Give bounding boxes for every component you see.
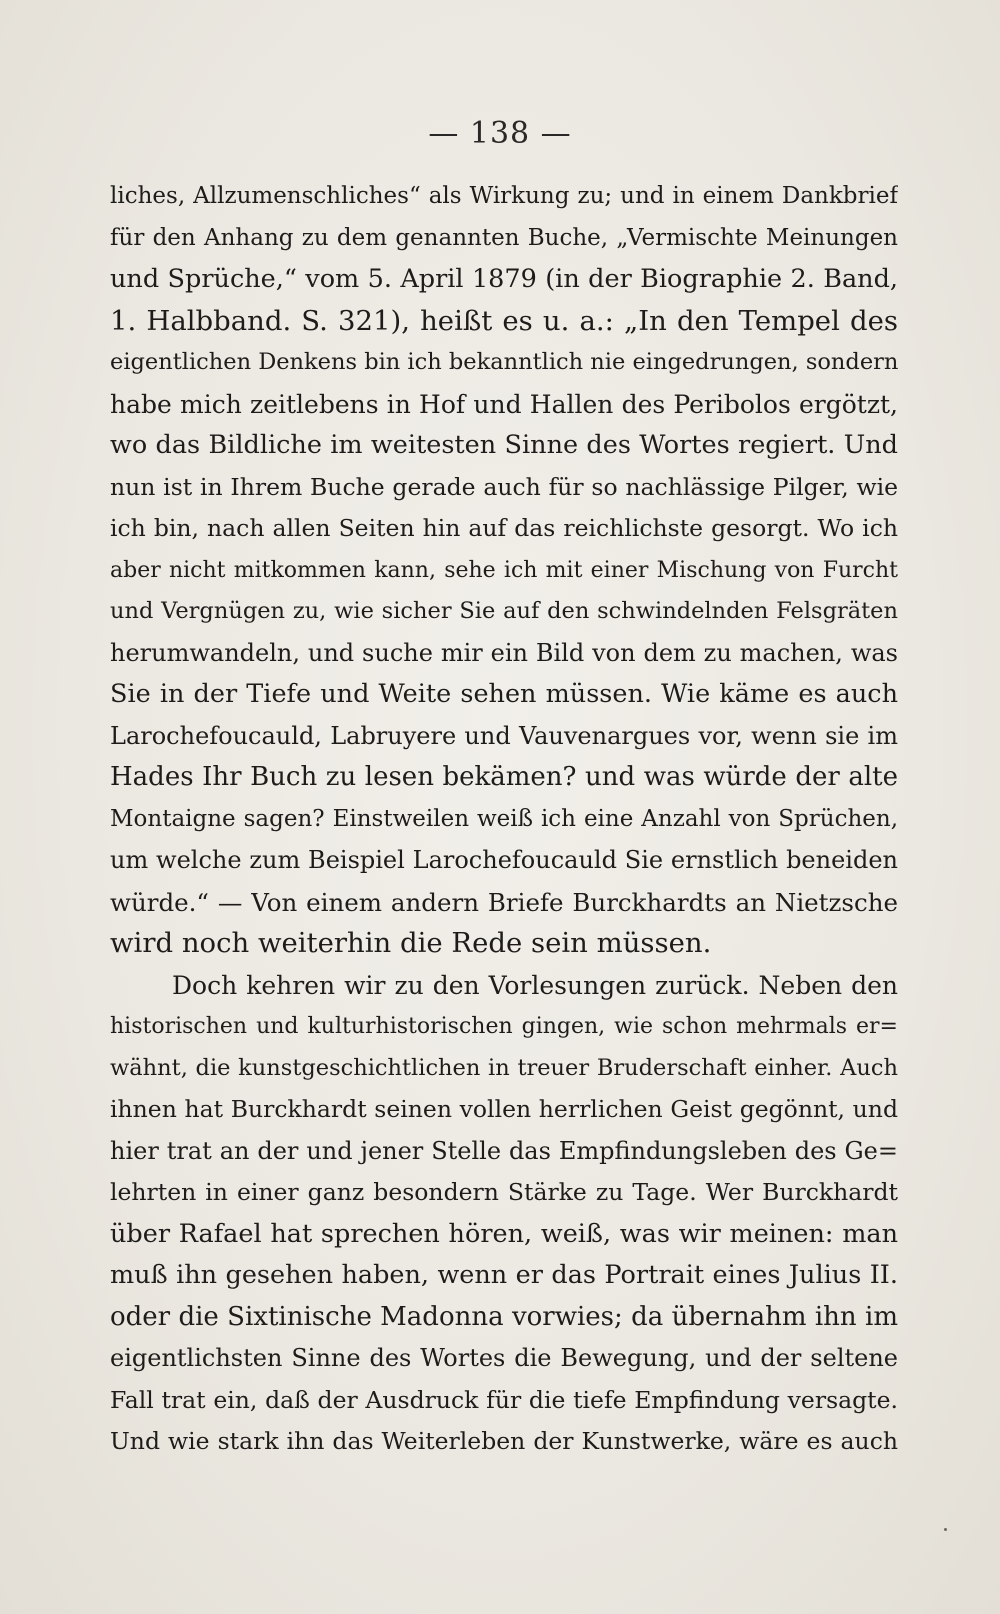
text-line: habe mich zeitlebens in Hof und Hallen des Peribolos ergötzt,: [110, 389, 898, 419]
text-line: Sie in der Tiefe und Weite sehen müssen. Wie käme es auch: [110, 679, 898, 709]
page-number: — 138 —: [428, 116, 572, 151]
text-line: 1. Halbband. S. 321), heißt es u. a.: „In den Tempel des: [110, 304, 898, 337]
body-text: [110, 176, 898, 1463]
text-line: oder die Sixtinische Madonna vorwies; da übernahm ihn im: [110, 1301, 898, 1332]
text-line: und Sprüche,“ vom 5. April 1879 (in der Biographie 2. Band,: [110, 264, 898, 294]
text-line: eigentlichsten Sinne des Wortes die Bewegung, und der seltene: [110, 1344, 898, 1372]
text-line: wo das Bildliche im weitesten Sinne des Wortes regiert. Und: [110, 430, 898, 460]
text-line: Hades Ihr Buch zu lesen bekämen? und was würde der alte: [110, 762, 898, 792]
text-line: und Vergnügen zu, wie sicher Sie auf den schwindelnden Felsgräten: [110, 598, 898, 624]
text-line: lehrten in einer ganz besondern Stärke zu Tage. Wer Burckhardt: [110, 1178, 898, 1206]
text-line: herumwandeln, und suche mir ein Bild von dem zu machen, was: [110, 638, 898, 667]
text-line: liches, Allzumenschliches“ als Wirkung zu; und in einem Dankbrief: [110, 183, 898, 209]
text-line: wird noch weiterhin die Rede sein müssen.: [110, 927, 712, 959]
text-line: eigentlichen Denkens bin ich bekanntlich nie eingedrungen, sondern: [110, 349, 898, 375]
text-line: Larochefoucauld, Labruyere und Vauvenargues vor, wenn sie im: [110, 721, 898, 750]
text-line: wähnt, die kunstgeschichtlichen in treuer Bruderschaft einher. Auch: [110, 1054, 898, 1081]
text-line: aber nicht mitkommen kann, sehe ich mit einer Mischung von Furcht: [110, 557, 898, 583]
text-line: nun ist in Ihrem Buche gerade auch für so nachlässige Pilger, wie: [110, 472, 898, 501]
text-line: Doch kehren wir zu den Vorlesungen zurück. Neben den: [172, 970, 898, 1000]
text-line: würde.“ — Von einem andern Briefe Burckhardts an Nietzsche: [110, 887, 898, 917]
text-line: für den Anhang zu dem genannten Buche, „Vermischte Meinungen: [110, 224, 898, 251]
text-line: ihnen hat Burckhardt seinen vollen herrlichen Geist gegönnt, und: [110, 1095, 898, 1123]
text-line: um welche zum Beispiel Larochefoucauld Sie ernstlich beneiden: [110, 846, 898, 874]
text-line: ich bin, nach allen Seiten hin auf das reichlichste gesorgt. Wo ich: [110, 514, 898, 542]
text-line: Montaigne sagen? Einstweilen weiß ich eine Anzahl von Sprüchen,: [110, 805, 898, 832]
text-line: muß ihn gesehen haben, wenn er das Portrait eines Julius II.: [110, 1260, 898, 1290]
text-line: historischen und kulturhistorischen gingen, wie schon mehrmals er=: [110, 1014, 898, 1039]
paper-speck: [944, 1528, 947, 1531]
text-line: über Rafael hat sprechen hören, weiß, was wir meinen: man: [110, 1218, 898, 1249]
text-line: Fall trat ein, daß der Ausdruck für die tiefe Empfindung versagte.: [110, 1385, 898, 1414]
text-line: Und wie stark ihn das Weiterleben der Kunstwerke, wäre es auch: [110, 1427, 898, 1455]
text-line: hier trat an der und jener Stelle das Empfindungsleben des Ge=: [110, 1136, 898, 1165]
